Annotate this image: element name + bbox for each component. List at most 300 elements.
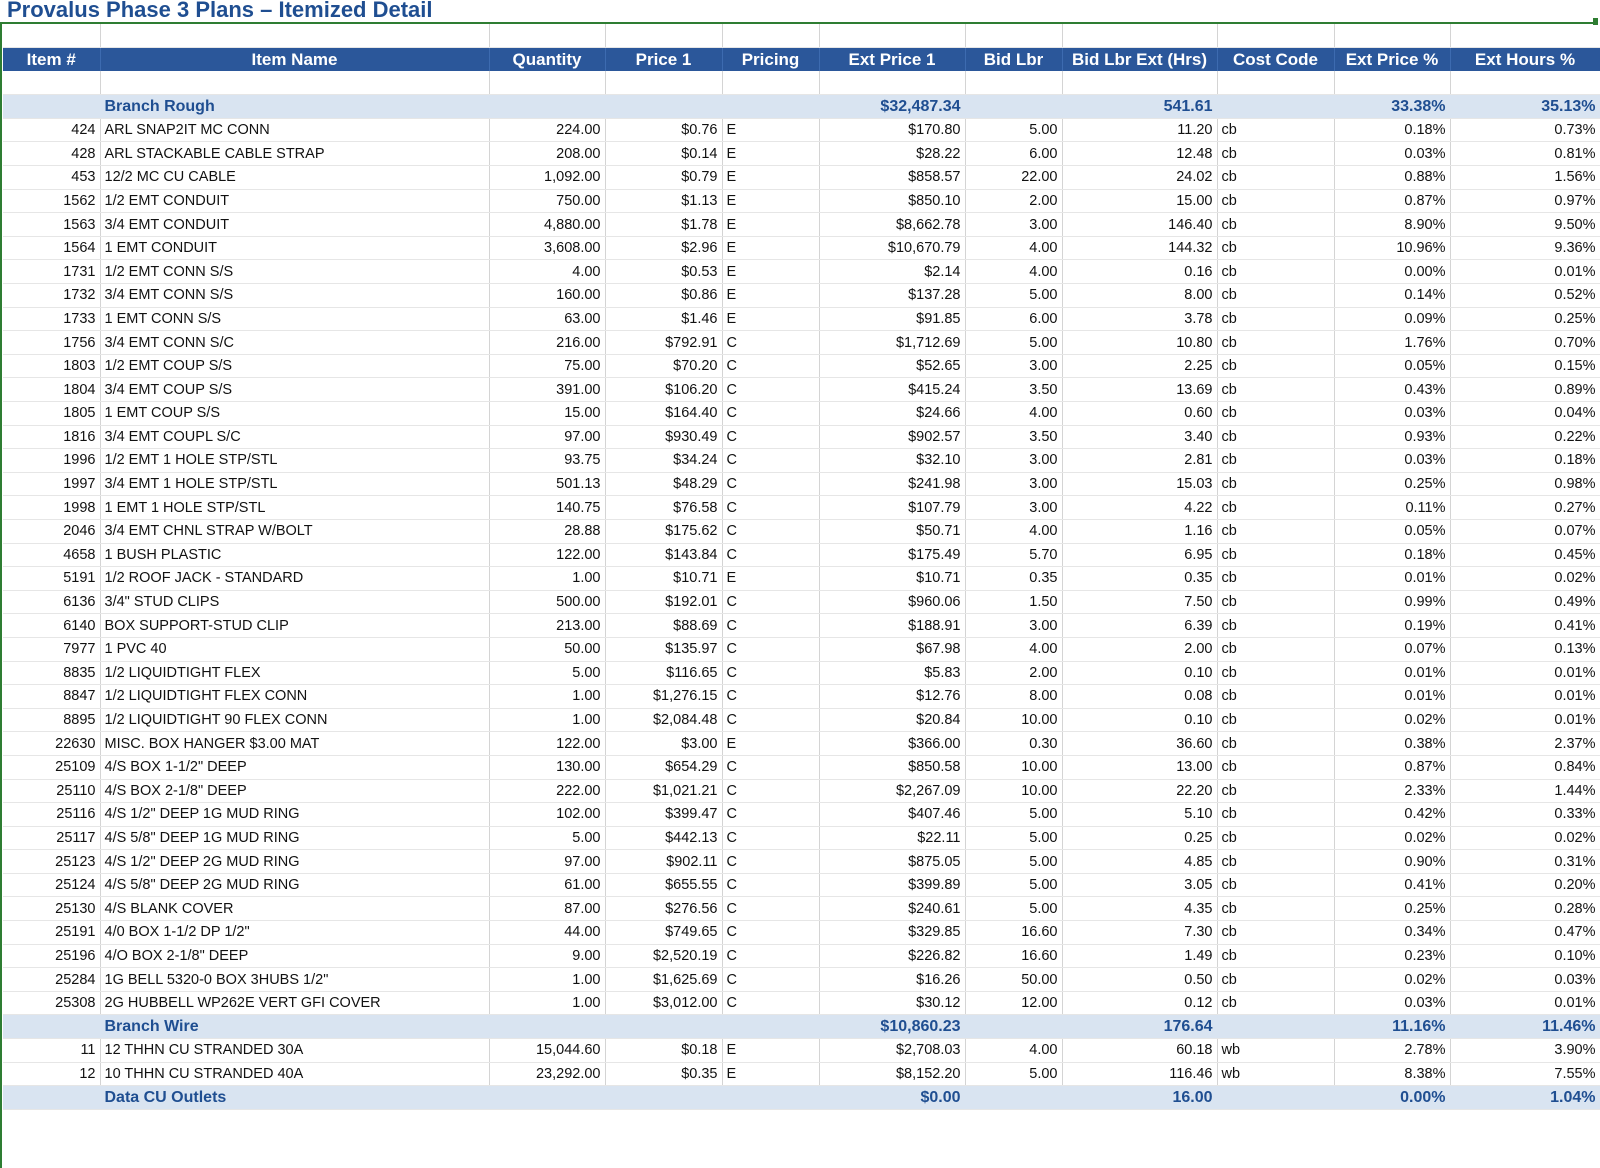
item-name-cell[interactable]: 12 THHN CU STRANDED 30A (100, 1039, 489, 1063)
price-cell[interactable]: $1,625.69 (605, 968, 722, 992)
quantity-cell[interactable]: 140.75 (489, 496, 605, 520)
bid-lbr-ext-cell[interactable]: 0.50 (1062, 968, 1217, 992)
price-cell[interactable]: $0.79 (605, 166, 722, 190)
ext-hours-pct-cell[interactable]: 9.50% (1450, 213, 1600, 237)
ext-price-pct-cell[interactable]: 0.01% (1334, 661, 1450, 685)
ext-price-cell[interactable]: $875.05 (819, 850, 965, 874)
cost-code-cell[interactable]: cb (1217, 850, 1334, 874)
pricing-cell[interactable]: C (722, 402, 819, 426)
empty-cell[interactable] (722, 1015, 819, 1039)
ext-hours-pct-cell[interactable]: 0.04% (1450, 402, 1600, 426)
ext-hours-pct-cell[interactable]: 0.01% (1450, 661, 1600, 685)
price-cell[interactable]: $276.56 (605, 897, 722, 921)
ext-hours-pct-cell[interactable]: 0.22% (1450, 425, 1600, 449)
cost-code-cell[interactable]: cb (1217, 637, 1334, 661)
pricing-cell[interactable]: C (722, 755, 819, 779)
ext-price-cell[interactable]: $137.28 (819, 284, 965, 308)
bid-lbr-cell[interactable]: 16.60 (965, 921, 1062, 945)
price-cell[interactable]: $0.35 (605, 1062, 722, 1086)
col-cost-code[interactable]: Cost Code (1217, 48, 1334, 72)
quantity-cell[interactable]: 501.13 (489, 472, 605, 496)
col-bid-lbr[interactable]: Bid Lbr (965, 48, 1062, 72)
ext-price-cell[interactable]: $175.49 (819, 543, 965, 567)
ext-price-cell[interactable]: $2,267.09 (819, 779, 965, 803)
item-number-cell[interactable]: 1805 (3, 402, 100, 426)
empty-cell[interactable] (722, 95, 819, 119)
ext-price-cell[interactable]: $2,708.03 (819, 1039, 965, 1063)
cost-code-cell[interactable]: cb (1217, 236, 1334, 260)
price-cell[interactable]: $442.13 (605, 826, 722, 850)
ext-hours-pct-cell[interactable]: 0.02% (1450, 826, 1600, 850)
empty-cell[interactable] (489, 1086, 605, 1110)
ext-price-cell[interactable]: $226.82 (819, 944, 965, 968)
item-name-cell[interactable]: 1/2 EMT COUP S/S (100, 354, 489, 378)
ext-price-cell[interactable]: $28.22 (819, 142, 965, 166)
empty-cell[interactable] (489, 95, 605, 119)
quantity-cell[interactable]: 5.00 (489, 661, 605, 685)
quantity-cell[interactable]: 122.00 (489, 543, 605, 567)
bid-lbr-cell[interactable]: 50.00 (965, 968, 1062, 992)
pricing-cell[interactable]: E (722, 307, 819, 331)
price-cell[interactable]: $0.14 (605, 142, 722, 166)
ext-price-cell[interactable]: $170.80 (819, 118, 965, 142)
quantity-cell[interactable]: 1.00 (489, 708, 605, 732)
cost-code-cell[interactable]: cb (1217, 260, 1334, 284)
empty-cell[interactable] (489, 1015, 605, 1039)
price-cell[interactable]: $930.49 (605, 425, 722, 449)
ext-hours-pct-cell[interactable]: 0.31% (1450, 850, 1600, 874)
pricing-cell[interactable]: C (722, 331, 819, 355)
bid-lbr-ext-cell[interactable]: 0.10 (1062, 708, 1217, 732)
item-name-cell[interactable]: 1 BUSH PLASTIC (100, 543, 489, 567)
quantity-cell[interactable]: 1.00 (489, 968, 605, 992)
quantity-cell[interactable]: 97.00 (489, 425, 605, 449)
price-cell[interactable]: $0.18 (605, 1039, 722, 1063)
bid-lbr-ext-cell[interactable]: 60.18 (1062, 1039, 1217, 1063)
bid-lbr-ext-cell[interactable]: 6.39 (1062, 614, 1217, 638)
pricing-cell[interactable]: C (722, 637, 819, 661)
item-number-cell[interactable]: 6136 (3, 590, 100, 614)
ext-hours-pct-cell[interactable]: 0.89% (1450, 378, 1600, 402)
section-ext-hours-pct-cell[interactable]: 35.13% (1450, 95, 1600, 119)
pricing-cell[interactable]: E (722, 118, 819, 142)
section-hours-cell[interactable]: 541.61 (1062, 95, 1217, 119)
bid-lbr-ext-cell[interactable]: 144.32 (1062, 236, 1217, 260)
price-cell[interactable]: $106.20 (605, 378, 722, 402)
pricing-cell[interactable]: C (722, 803, 819, 827)
bid-lbr-cell[interactable]: 5.00 (965, 284, 1062, 308)
cost-code-cell[interactable]: cb (1217, 661, 1334, 685)
quantity-cell[interactable]: 15.00 (489, 402, 605, 426)
section-ext-price-pct-cell[interactable]: 0.00% (1334, 1086, 1450, 1110)
bid-lbr-ext-cell[interactable]: 4.85 (1062, 850, 1217, 874)
ext-hours-pct-cell[interactable]: 3.90% (1450, 1039, 1600, 1063)
bid-lbr-cell[interactable]: 10.00 (965, 755, 1062, 779)
ext-price-pct-cell[interactable]: 0.02% (1334, 708, 1450, 732)
price-cell[interactable]: $902.11 (605, 850, 722, 874)
bid-lbr-ext-cell[interactable]: 12.48 (1062, 142, 1217, 166)
ext-hours-pct-cell[interactable]: 0.33% (1450, 803, 1600, 827)
ext-price-pct-cell[interactable]: 0.41% (1334, 873, 1450, 897)
cost-code-cell[interactable]: cb (1217, 614, 1334, 638)
ext-hours-pct-cell[interactable]: 1.44% (1450, 779, 1600, 803)
col-item-name[interactable]: Item Name (100, 48, 489, 72)
ext-price-pct-cell[interactable]: 0.93% (1334, 425, 1450, 449)
ext-hours-pct-cell[interactable]: 0.07% (1450, 519, 1600, 543)
item-number-cell[interactable]: 1998 (3, 496, 100, 520)
empty-cell[interactable] (3, 95, 100, 119)
ext-hours-pct-cell[interactable]: 0.20% (1450, 873, 1600, 897)
cost-code-cell[interactable]: cb (1217, 803, 1334, 827)
pricing-cell[interactable]: E (722, 284, 819, 308)
ext-hours-pct-cell[interactable]: 0.13% (1450, 637, 1600, 661)
price-cell[interactable]: $192.01 (605, 590, 722, 614)
ext-price-cell[interactable]: $67.98 (819, 637, 965, 661)
ext-price-cell[interactable]: $366.00 (819, 732, 965, 756)
bid-lbr-cell[interactable]: 5.00 (965, 1062, 1062, 1086)
cost-code-cell[interactable]: cb (1217, 826, 1334, 850)
price-cell[interactable]: $143.84 (605, 543, 722, 567)
item-name-cell[interactable]: 1/2 EMT CONDUIT (100, 189, 489, 213)
item-name-cell[interactable]: 1G BELL 5320-0 BOX 3HUBS 1/2" (100, 968, 489, 992)
bid-lbr-cell[interactable]: 0.30 (965, 732, 1062, 756)
item-number-cell[interactable]: 453 (3, 166, 100, 190)
bid-lbr-cell[interactable]: 5.00 (965, 826, 1062, 850)
section-hours-cell[interactable]: 176.64 (1062, 1015, 1217, 1039)
bid-lbr-ext-cell[interactable]: 15.00 (1062, 189, 1217, 213)
ext-hours-pct-cell[interactable]: 0.49% (1450, 590, 1600, 614)
item-name-cell[interactable]: 4/S 1/2" DEEP 2G MUD RING (100, 850, 489, 874)
col-ext-price-1[interactable]: Ext Price 1 (819, 48, 965, 72)
ext-price-cell[interactable]: $188.91 (819, 614, 965, 638)
bid-lbr-ext-cell[interactable]: 11.20 (1062, 118, 1217, 142)
pricing-cell[interactable]: C (722, 496, 819, 520)
price-cell[interactable]: $655.55 (605, 873, 722, 897)
ext-price-pct-cell[interactable]: 1.76% (1334, 331, 1450, 355)
item-name-cell[interactable]: 3/4 EMT CONDUIT (100, 213, 489, 237)
item-name-cell[interactable]: 1 PVC 40 (100, 637, 489, 661)
ext-price-cell[interactable]: $960.06 (819, 590, 965, 614)
item-number-cell[interactable]: 12 (3, 1062, 100, 1086)
bid-lbr-ext-cell[interactable]: 0.35 (1062, 567, 1217, 591)
bid-lbr-ext-cell[interactable]: 2.25 (1062, 354, 1217, 378)
cost-code-cell[interactable]: cb (1217, 755, 1334, 779)
ext-price-cell[interactable]: $107.79 (819, 496, 965, 520)
ext-hours-pct-cell[interactable]: 0.15% (1450, 354, 1600, 378)
item-number-cell[interactable]: 25109 (3, 755, 100, 779)
bid-lbr-cell[interactable]: 5.00 (965, 803, 1062, 827)
bid-lbr-cell[interactable]: 5.00 (965, 850, 1062, 874)
bid-lbr-cell[interactable]: 3.00 (965, 354, 1062, 378)
item-number-cell[interactable]: 1996 (3, 449, 100, 473)
ext-price-pct-cell[interactable]: 0.18% (1334, 543, 1450, 567)
ext-price-pct-cell[interactable]: 8.90% (1334, 213, 1450, 237)
quantity-cell[interactable]: 222.00 (489, 779, 605, 803)
ext-price-cell[interactable]: $12.76 (819, 685, 965, 709)
quantity-cell[interactable]: 1.00 (489, 567, 605, 591)
bid-lbr-ext-cell[interactable]: 24.02 (1062, 166, 1217, 190)
ext-price-cell[interactable]: $902.57 (819, 425, 965, 449)
bid-lbr-ext-cell[interactable]: 8.00 (1062, 284, 1217, 308)
ext-price-pct-cell[interactable]: 0.11% (1334, 496, 1450, 520)
item-number-cell[interactable]: 25116 (3, 803, 100, 827)
pricing-cell[interactable]: E (722, 213, 819, 237)
ext-hours-pct-cell[interactable]: 0.10% (1450, 944, 1600, 968)
col-bid-lbr-ext[interactable]: Bid Lbr Ext (Hrs) (1062, 48, 1217, 72)
quantity-cell[interactable]: 5.00 (489, 826, 605, 850)
price-cell[interactable]: $749.65 (605, 921, 722, 945)
ext-price-pct-cell[interactable]: 0.03% (1334, 402, 1450, 426)
ext-price-cell[interactable]: $2.14 (819, 260, 965, 284)
bid-lbr-ext-cell[interactable]: 0.25 (1062, 826, 1217, 850)
ext-price-pct-cell[interactable]: 0.00% (1334, 260, 1450, 284)
section-ext-price-pct-cell[interactable]: 33.38% (1334, 95, 1450, 119)
ext-price-pct-cell[interactable]: 0.88% (1334, 166, 1450, 190)
empty-cell[interactable] (965, 95, 1062, 119)
item-name-cell[interactable]: 3/4 EMT CONN S/C (100, 331, 489, 355)
item-number-cell[interactable]: 1816 (3, 425, 100, 449)
item-name-cell[interactable]: 4/O BOX 2-1/8" DEEP (100, 944, 489, 968)
price-cell[interactable]: $76.58 (605, 496, 722, 520)
bid-lbr-cell[interactable]: 1.50 (965, 590, 1062, 614)
item-name-cell[interactable]: 1 EMT COUP S/S (100, 402, 489, 426)
bid-lbr-ext-cell[interactable]: 0.12 (1062, 991, 1217, 1015)
quantity-cell[interactable]: 216.00 (489, 331, 605, 355)
ext-price-cell[interactable]: $240.61 (819, 897, 965, 921)
quantity-cell[interactable]: 44.00 (489, 921, 605, 945)
pricing-cell[interactable]: C (722, 991, 819, 1015)
item-name-cell[interactable]: 3/4 EMT CONN S/S (100, 284, 489, 308)
price-cell[interactable]: $34.24 (605, 449, 722, 473)
cost-code-cell[interactable]: cb (1217, 991, 1334, 1015)
item-number-cell[interactable]: 2046 (3, 519, 100, 543)
bid-lbr-cell[interactable]: 4.00 (965, 402, 1062, 426)
bid-lbr-cell[interactable]: 4.00 (965, 1039, 1062, 1063)
bid-lbr-ext-cell[interactable]: 3.05 (1062, 873, 1217, 897)
price-cell[interactable]: $1,276.15 (605, 685, 722, 709)
pricing-cell[interactable]: C (722, 354, 819, 378)
bid-lbr-cell[interactable]: 5.00 (965, 873, 1062, 897)
bid-lbr-cell[interactable]: 16.60 (965, 944, 1062, 968)
pricing-cell[interactable]: E (722, 142, 819, 166)
bid-lbr-ext-cell[interactable]: 0.08 (1062, 685, 1217, 709)
bid-lbr-cell[interactable]: 2.00 (965, 661, 1062, 685)
bid-lbr-ext-cell[interactable]: 6.95 (1062, 543, 1217, 567)
item-number-cell[interactable]: 25284 (3, 968, 100, 992)
cost-code-cell[interactable]: cb (1217, 307, 1334, 331)
quantity-cell[interactable]: 130.00 (489, 755, 605, 779)
cost-code-cell[interactable]: cb (1217, 519, 1334, 543)
bid-lbr-ext-cell[interactable]: 5.10 (1062, 803, 1217, 827)
ext-price-pct-cell[interactable]: 0.05% (1334, 519, 1450, 543)
quantity-cell[interactable]: 102.00 (489, 803, 605, 827)
pricing-cell[interactable]: C (722, 378, 819, 402)
ext-price-pct-cell[interactable]: 0.09% (1334, 307, 1450, 331)
ext-price-pct-cell[interactable]: 0.38% (1334, 732, 1450, 756)
ext-price-pct-cell[interactable]: 0.01% (1334, 685, 1450, 709)
quantity-cell[interactable]: 50.00 (489, 637, 605, 661)
item-number-cell[interactable]: 25308 (3, 991, 100, 1015)
item-number-cell[interactable]: 4658 (3, 543, 100, 567)
ext-price-cell[interactable]: $241.98 (819, 472, 965, 496)
ext-price-cell[interactable]: $399.89 (819, 873, 965, 897)
bid-lbr-cell[interactable]: 5.00 (965, 118, 1062, 142)
cost-code-cell[interactable]: cb (1217, 567, 1334, 591)
item-number-cell[interactable]: 25123 (3, 850, 100, 874)
cost-code-cell[interactable]: cb (1217, 897, 1334, 921)
item-name-cell[interactable]: 4/S BOX 2-1/8" DEEP (100, 779, 489, 803)
pricing-cell[interactable]: C (722, 944, 819, 968)
pricing-cell[interactable]: C (722, 661, 819, 685)
ext-price-cell[interactable]: $24.66 (819, 402, 965, 426)
ext-price-cell[interactable]: $16.26 (819, 968, 965, 992)
ext-price-cell[interactable]: $329.85 (819, 921, 965, 945)
price-cell[interactable]: $1.46 (605, 307, 722, 331)
quantity-cell[interactable]: 391.00 (489, 378, 605, 402)
price-cell[interactable]: $70.20 (605, 354, 722, 378)
ext-price-cell[interactable]: $407.46 (819, 803, 965, 827)
bid-lbr-cell[interactable]: 2.00 (965, 189, 1062, 213)
item-name-cell[interactable]: 1/2 EMT 1 HOLE STP/STL (100, 449, 489, 473)
bid-lbr-cell[interactable]: 4.00 (965, 260, 1062, 284)
bid-lbr-cell[interactable]: 5.00 (965, 897, 1062, 921)
ext-price-pct-cell[interactable]: 8.38% (1334, 1062, 1450, 1086)
bid-lbr-cell[interactable]: 0.35 (965, 567, 1062, 591)
pricing-cell[interactable]: C (722, 425, 819, 449)
cost-code-cell[interactable]: cb (1217, 118, 1334, 142)
cost-code-cell[interactable]: wb (1217, 1062, 1334, 1086)
cost-code-cell[interactable]: cb (1217, 732, 1334, 756)
item-number-cell[interactable]: 1756 (3, 331, 100, 355)
cost-code-cell[interactable]: cb (1217, 354, 1334, 378)
bid-lbr-cell[interactable]: 3.00 (965, 472, 1062, 496)
ext-hours-pct-cell[interactable]: 0.45% (1450, 543, 1600, 567)
ext-price-pct-cell[interactable]: 2.33% (1334, 779, 1450, 803)
item-name-cell[interactable]: 4/S 5/8" DEEP 1G MUD RING (100, 826, 489, 850)
item-name-cell[interactable]: 1 EMT CONN S/S (100, 307, 489, 331)
item-number-cell[interactable]: 6140 (3, 614, 100, 638)
ext-price-pct-cell[interactable]: 0.02% (1334, 968, 1450, 992)
ext-price-pct-cell[interactable]: 0.43% (1334, 378, 1450, 402)
item-number-cell[interactable]: 1731 (3, 260, 100, 284)
quantity-cell[interactable]: 15,044.60 (489, 1039, 605, 1063)
ext-hours-pct-cell[interactable]: 0.01% (1450, 708, 1600, 732)
ext-price-cell[interactable]: $10,670.79 (819, 236, 965, 260)
col-ext-price-pct[interactable]: Ext Price % (1334, 48, 1450, 72)
item-name-cell[interactable]: 4/0 BOX 1-1/2 DP 1/2" (100, 921, 489, 945)
ext-price-pct-cell[interactable]: 0.05% (1334, 354, 1450, 378)
price-cell[interactable]: $10.71 (605, 567, 722, 591)
price-cell[interactable]: $654.29 (605, 755, 722, 779)
quantity-cell[interactable]: 1.00 (489, 991, 605, 1015)
bid-lbr-cell[interactable]: 6.00 (965, 142, 1062, 166)
ext-price-pct-cell[interactable]: 0.34% (1334, 921, 1450, 945)
price-cell[interactable]: $3.00 (605, 732, 722, 756)
bid-lbr-cell[interactable]: 3.00 (965, 449, 1062, 473)
pricing-cell[interactable]: C (722, 449, 819, 473)
ext-hours-pct-cell[interactable]: 0.41% (1450, 614, 1600, 638)
price-cell[interactable]: $399.47 (605, 803, 722, 827)
item-number-cell[interactable]: 424 (3, 118, 100, 142)
bid-lbr-ext-cell[interactable]: 3.78 (1062, 307, 1217, 331)
ext-price-pct-cell[interactable]: 0.14% (1334, 284, 1450, 308)
bid-lbr-cell[interactable]: 8.00 (965, 685, 1062, 709)
cost-code-cell[interactable]: cb (1217, 779, 1334, 803)
bid-lbr-cell[interactable]: 3.00 (965, 496, 1062, 520)
quantity-cell[interactable]: 9.00 (489, 944, 605, 968)
item-number-cell[interactable]: 7977 (3, 637, 100, 661)
price-cell[interactable]: $48.29 (605, 472, 722, 496)
ext-hours-pct-cell[interactable]: 0.28% (1450, 897, 1600, 921)
cost-code-cell[interactable]: cb (1217, 213, 1334, 237)
item-number-cell[interactable]: 8895 (3, 708, 100, 732)
item-number-cell[interactable]: 25196 (3, 944, 100, 968)
cost-code-cell[interactable]: cb (1217, 284, 1334, 308)
empty-cell[interactable] (722, 1086, 819, 1110)
bid-lbr-ext-cell[interactable]: 7.50 (1062, 590, 1217, 614)
ext-price-cell[interactable]: $5.83 (819, 661, 965, 685)
quantity-cell[interactable]: 4.00 (489, 260, 605, 284)
ext-hours-pct-cell[interactable]: 2.37% (1450, 732, 1600, 756)
bid-lbr-ext-cell[interactable]: 0.60 (1062, 402, 1217, 426)
cost-code-cell[interactable]: cb (1217, 425, 1334, 449)
ext-hours-pct-cell[interactable]: 0.02% (1450, 567, 1600, 591)
item-number-cell[interactable]: 25191 (3, 921, 100, 945)
item-name-cell[interactable]: 3/4 EMT COUPL S/C (100, 425, 489, 449)
ext-price-pct-cell[interactable]: 0.87% (1334, 189, 1450, 213)
item-number-cell[interactable]: 25124 (3, 873, 100, 897)
item-name-cell[interactable]: 1/2 LIQUIDTIGHT FLEX (100, 661, 489, 685)
bid-lbr-ext-cell[interactable]: 13.00 (1062, 755, 1217, 779)
quantity-cell[interactable]: 122.00 (489, 732, 605, 756)
quantity-cell[interactable]: 208.00 (489, 142, 605, 166)
ext-price-cell[interactable]: $32.10 (819, 449, 965, 473)
ext-hours-pct-cell[interactable]: 0.52% (1450, 284, 1600, 308)
cost-code-cell[interactable]: cb (1217, 189, 1334, 213)
price-cell[interactable]: $3,012.00 (605, 991, 722, 1015)
empty-cell[interactable] (605, 95, 722, 119)
ext-price-pct-cell[interactable]: 0.99% (1334, 590, 1450, 614)
item-name-cell[interactable]: BOX SUPPORT-STUD CLIP (100, 614, 489, 638)
ext-price-pct-cell[interactable]: 0.87% (1334, 755, 1450, 779)
section-ext-price-pct-cell[interactable]: 11.16% (1334, 1015, 1450, 1039)
pricing-cell[interactable]: C (722, 921, 819, 945)
ext-hours-pct-cell[interactable]: 0.84% (1450, 755, 1600, 779)
item-name-cell[interactable]: 1/2 LIQUIDTIGHT 90 FLEX CONN (100, 708, 489, 732)
ext-hours-pct-cell[interactable]: 0.25% (1450, 307, 1600, 331)
quantity-cell[interactable]: 160.00 (489, 284, 605, 308)
item-number-cell[interactable]: 25117 (3, 826, 100, 850)
item-number-cell[interactable]: 8835 (3, 661, 100, 685)
item-number-cell[interactable]: 1732 (3, 284, 100, 308)
ext-hours-pct-cell[interactable]: 0.98% (1450, 472, 1600, 496)
ext-price-pct-cell[interactable]: 0.18% (1334, 118, 1450, 142)
quantity-cell[interactable]: 75.00 (489, 354, 605, 378)
price-cell[interactable]: $0.86 (605, 284, 722, 308)
item-name-cell[interactable]: 1/2 LIQUIDTIGHT FLEX CONN (100, 685, 489, 709)
bid-lbr-cell[interactable]: 3.50 (965, 425, 1062, 449)
price-cell[interactable]: $2.96 (605, 236, 722, 260)
pricing-cell[interactable]: E (722, 236, 819, 260)
quantity-cell[interactable]: 23,292.00 (489, 1062, 605, 1086)
ext-hours-pct-cell[interactable]: 0.01% (1450, 260, 1600, 284)
quantity-cell[interactable]: 1,092.00 (489, 166, 605, 190)
item-number-cell[interactable]: 1997 (3, 472, 100, 496)
bid-lbr-cell[interactable]: 4.00 (965, 519, 1062, 543)
item-name-cell[interactable]: 4/S BOX 1-1/2" DEEP (100, 755, 489, 779)
price-cell[interactable]: $792.91 (605, 331, 722, 355)
col-ext-hours-pct[interactable]: Ext Hours % (1450, 48, 1600, 72)
